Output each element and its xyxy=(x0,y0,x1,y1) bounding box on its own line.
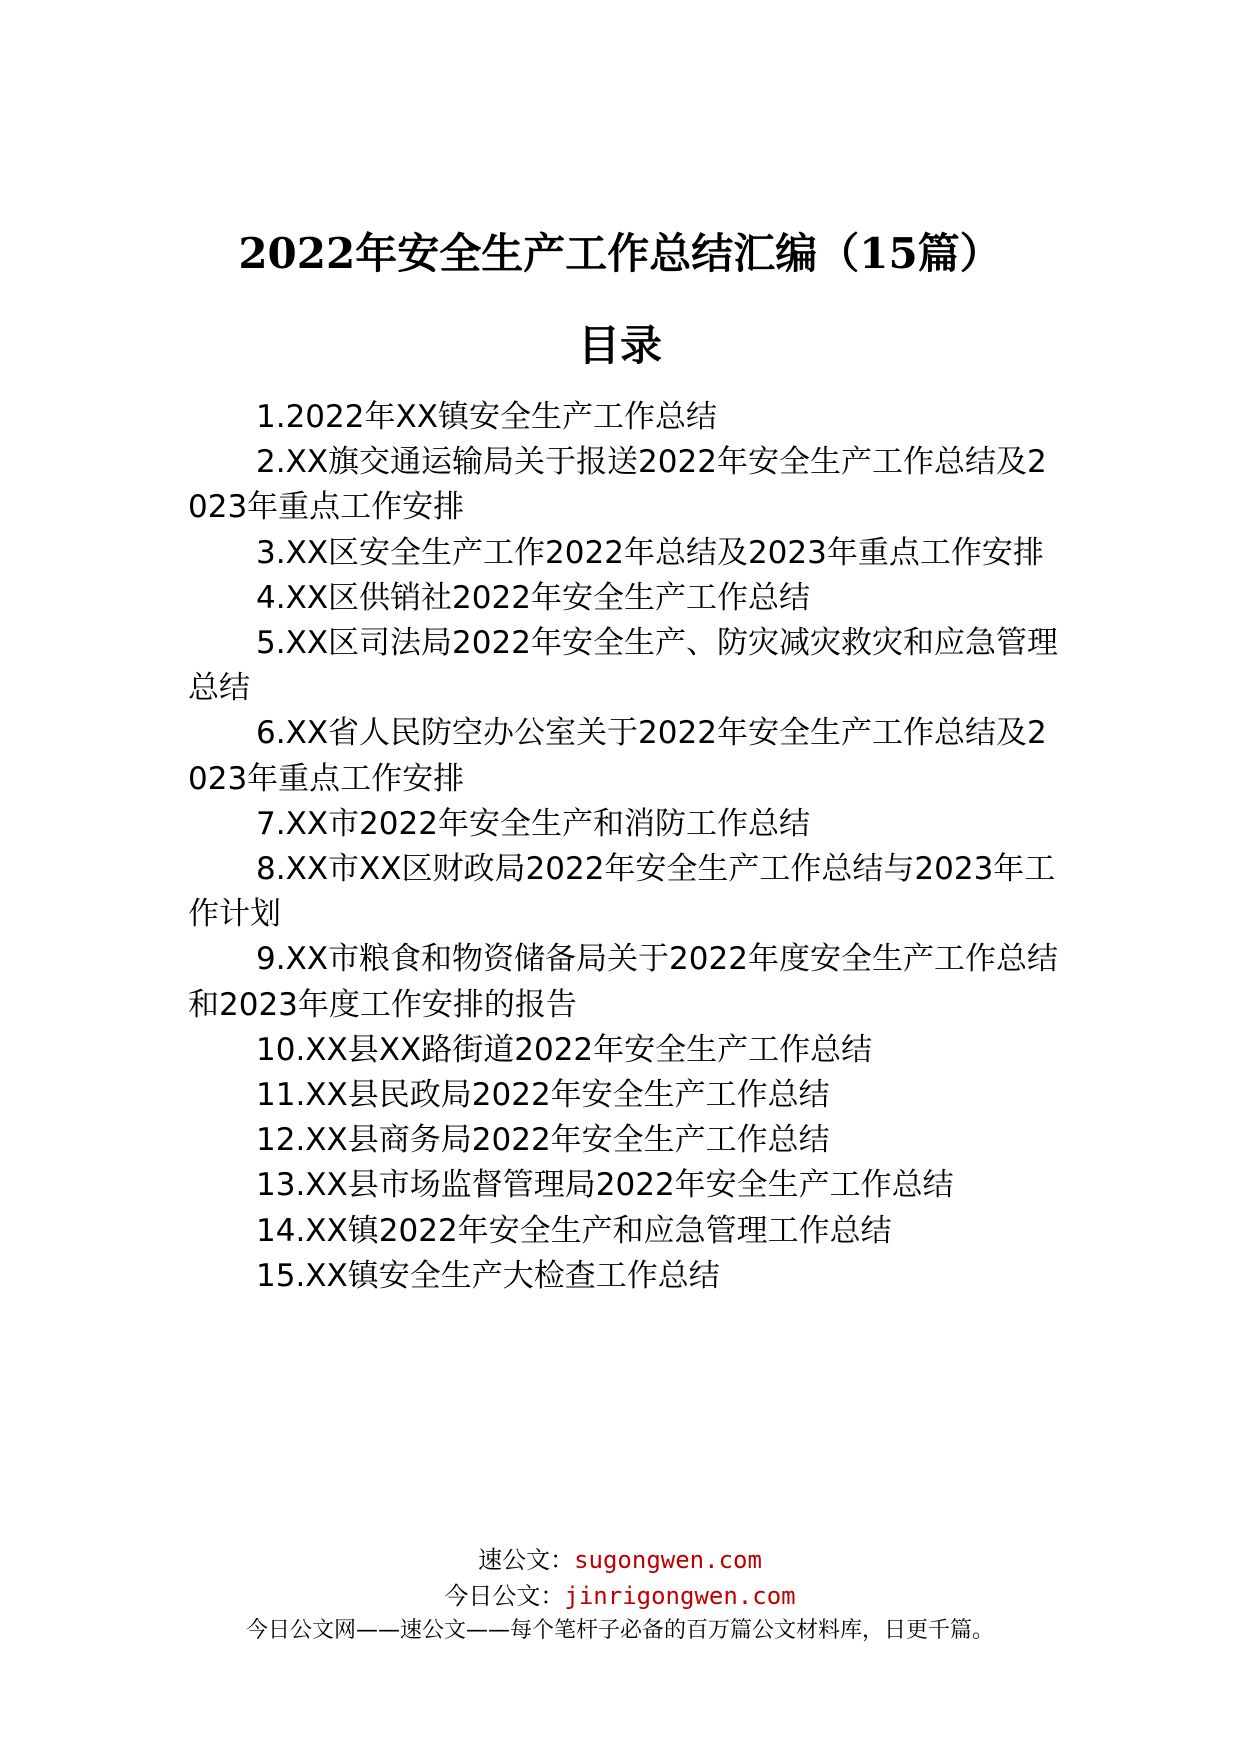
toc-item-text: 12.XX县商务局2022年安全生产工作总结 xyxy=(256,1122,830,1159)
toc-item xyxy=(188,1163,1058,1208)
toc-item xyxy=(188,937,1058,1027)
toc-item xyxy=(188,1254,1058,1299)
toc-item-text: 10.XX县XX路街道2022年安全生产工作总结 xyxy=(256,1031,873,1068)
sugongwen-link[interactable]: sugongwen.com xyxy=(574,1546,762,1574)
toc-item xyxy=(188,1073,1058,1118)
footer-label: 速公文： xyxy=(478,1546,575,1574)
toc-heading: 目录 xyxy=(577,321,662,370)
toc-item-text: 15.XX镇安全生产大检查工作总结 xyxy=(256,1257,720,1294)
toc-item xyxy=(188,621,1058,711)
toc-item xyxy=(188,711,1058,801)
footer-slogan: 今日公文网——速公文——每个笔杆子必备的百万篇公文材料库，日更千篇。 xyxy=(245,1618,994,1643)
document-title: 2022年安全生产工作总结汇编（15篇） xyxy=(238,229,1002,278)
footer-sugongwen xyxy=(0,1544,1240,1576)
toc-item-text: 4.XX区供销社2022年安全生产工作总结 xyxy=(256,579,810,616)
toc-item-text: 6.XX省人民防空办公室关于2022年安全生产工作总结及2023年重点工作安排 xyxy=(188,715,1047,797)
toc-item xyxy=(188,531,1058,576)
toc-item-text: 1.2022年XX镇安全生产工作总结 xyxy=(256,399,717,435)
jinrigongwen-link[interactable]: jinrigongwen.com xyxy=(564,1582,796,1610)
toc-item xyxy=(188,576,1058,621)
toc-item-text: 2.XX旗交通运输局关于报送2022年安全生产工作总结及2023年重点工作安排 xyxy=(188,444,1047,526)
table-of-contents xyxy=(188,395,1058,1299)
footer-jinrigongwen xyxy=(0,1580,1240,1612)
toc-item-text: 11.XX县民政局2022年安全生产工作总结 xyxy=(256,1077,830,1114)
toc-item-text: 7.XX市2022年安全生产和消防工作总结 xyxy=(256,805,810,842)
toc-item-text: 8.XX市XX区财政局2022年安全生产工作总结与2023年工作计划 xyxy=(188,851,1056,933)
toc-item-text: 5.XX区司法局2022年安全生产、防灾减灾救灾和应急管理总结 xyxy=(188,625,1058,707)
toc-item xyxy=(188,1118,1058,1163)
toc-item xyxy=(188,1028,1058,1073)
toc-item-text: 14.XX镇2022年安全生产和应急管理工作总结 xyxy=(256,1212,892,1249)
toc-item-text: 3.XX区安全生产工作2022年总结及2023年重点工作安排 xyxy=(256,534,1044,571)
toc-item-text: 9.XX市粮食和物资储备局关于2022年度安全生产工作总结和2023年度工作安排的报告 xyxy=(188,941,1058,1023)
toc-item xyxy=(188,440,1058,530)
toc-item xyxy=(188,1209,1058,1254)
toc-item xyxy=(188,802,1058,847)
toc-item xyxy=(188,847,1058,937)
toc-item-text: 13.XX县市场监督管理局2022年安全生产工作总结 xyxy=(256,1167,954,1204)
toc-item xyxy=(188,395,1058,440)
footer-label: 今日公文： xyxy=(444,1582,565,1610)
